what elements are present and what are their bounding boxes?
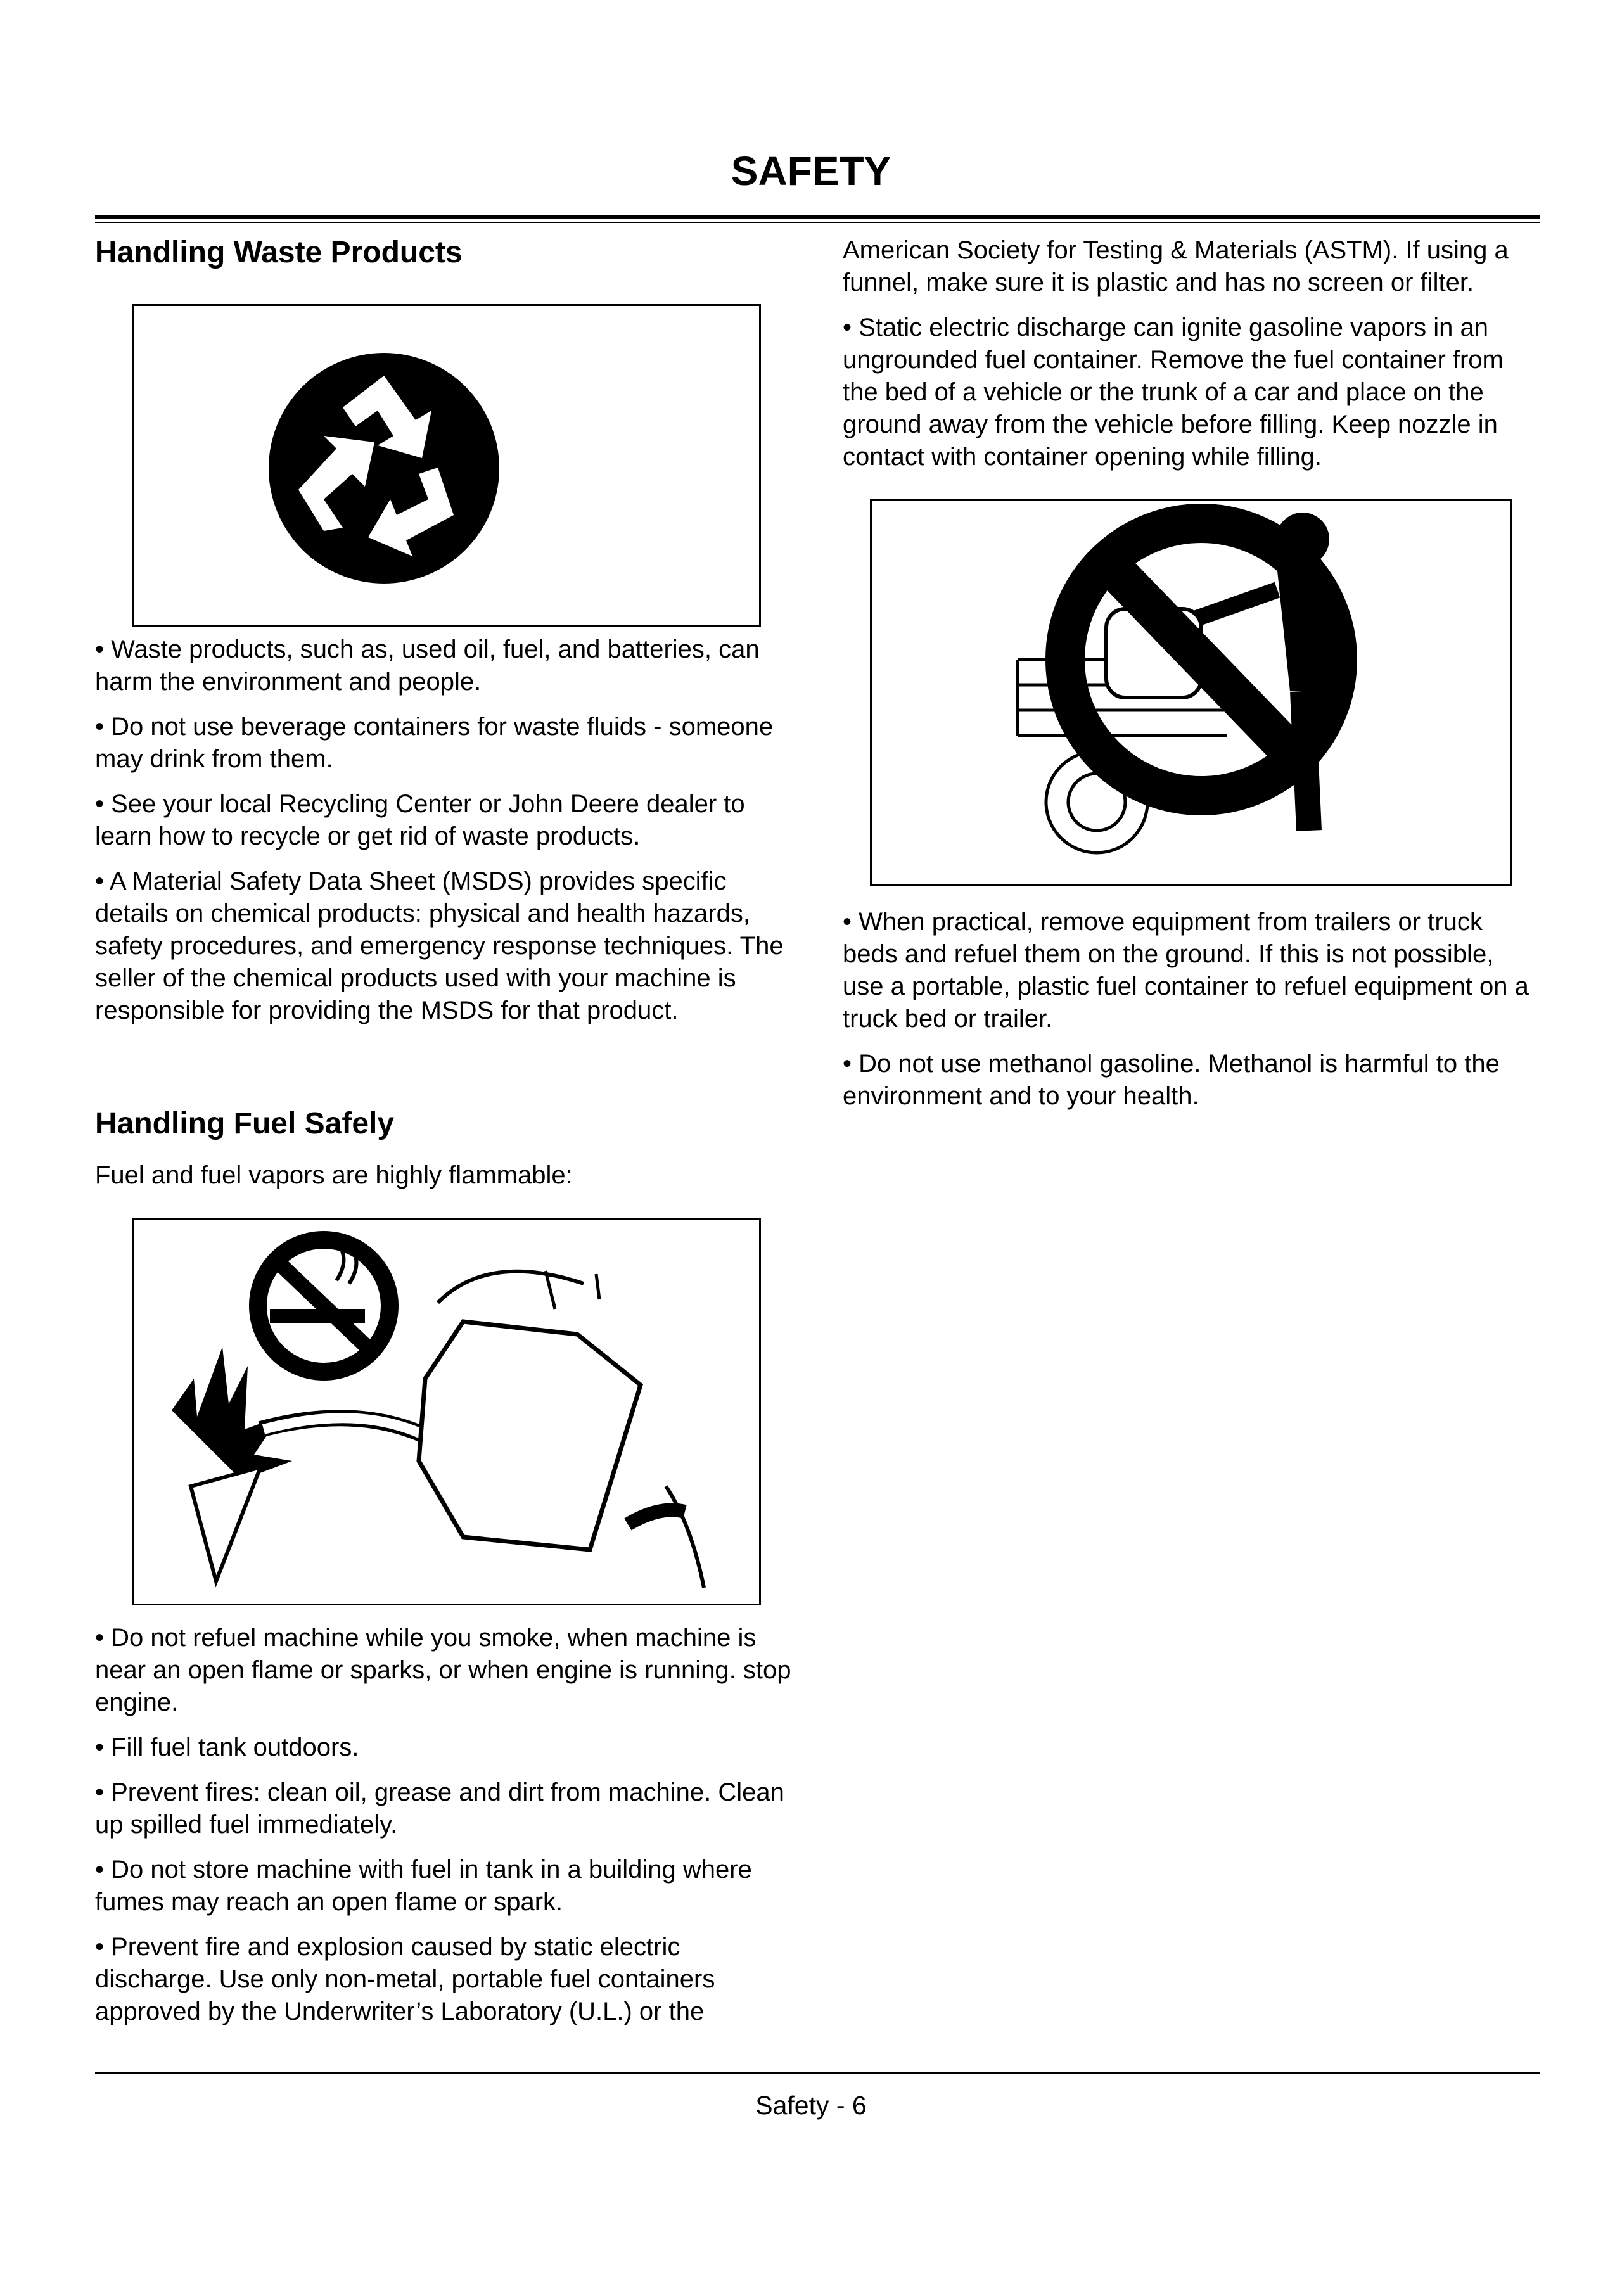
section-heading-fuel: Handling Fuel Safely <box>95 1107 395 1140</box>
right-bullets <box>843 906 1540 1113</box>
list-item: • Fill fuel tank outdoors. <box>95 1733 359 1761</box>
fuel-bullets <box>95 1622 795 2028</box>
no-smoking-icon <box>249 1231 399 1381</box>
page-title: SAFETY <box>731 148 891 194</box>
list-item: • Waste products, such as, used oil, fuel, and batteries, can harm the environment and people. <box>95 635 760 696</box>
list-item: • When practical, remove equipment from trailers or truck beds and refuel them on the ground. If this is not possible, use a portable, plastic fuel container to refuel equipment on a truck bed or trailer. <box>843 908 1529 1033</box>
right-text-top <box>843 234 1540 473</box>
recycle-figure <box>132 304 761 627</box>
list-item: • Prevent fires: clean oil, grease and dirt from machine. Clean up spilled fuel immediately. <box>95 1778 784 1839</box>
list-item: • Prevent fire and explosion caused by static electric discharge. Use only non-metal, portable fuel containers approved by the Underwriter’s Laboratory (U.L.) or the <box>95 1933 715 2025</box>
list-item: • Do not use beverage containers for waste fluids - someone may drink from them. <box>95 713 774 773</box>
list-item: • See your local Recycling Center or John Deere dealer to learn how to recycle or get rid of waste products. <box>95 790 745 850</box>
continuation-text: American Society for Testing & Materials (ASTM). If using a funnel, make sure it is plastic and has no screen or filter. <box>843 236 1509 297</box>
recycle-icon <box>134 306 759 625</box>
header-rule <box>95 215 1540 219</box>
truck-refueling-figure <box>870 499 1512 886</box>
header-rule-thin <box>95 222 1540 223</box>
list-item: • Do not use methanol gasoline. Methanol is harmful to the environment and to your health. <box>843 1050 1500 1110</box>
list-item: • Do not refuel machine while you smoke, when machine is near an open flame or sparks, or when engine is running. stop engine. <box>95 1624 791 1716</box>
list-item: • A Material Safety Data Sheet (MSDS) provides specific details on chemical products: physical and health hazards, safety procedures, and emergency response techniques. The seller of the chemical products used with your machine is responsible for providing the MSDS for that product. <box>95 867 784 1024</box>
fuel-intro: Fuel and fuel vapors are highly flammable: <box>95 1161 573 1189</box>
footer-rule <box>95 2072 1540 2074</box>
section-heading-waste: Handling Waste Products <box>95 236 463 269</box>
waste-bullets <box>95 634 795 1027</box>
list-item: • Static electric discharge can ignite gasoline vapors in an ungrounded fuel container. Remove the fuel container from the bed of a vehicle or the trunk of a car and place on the ground away from the vehicle before filling. Keep nozzle in contact with container opening while filling. <box>843 314 1504 471</box>
list-item: • Do not store machine with fuel in tank in a building where fumes may reach an open flame or spark. <box>95 1856 752 1916</box>
refueling-figure <box>132 1218 761 1605</box>
page-number: Safety - 6 <box>755 2091 867 2120</box>
